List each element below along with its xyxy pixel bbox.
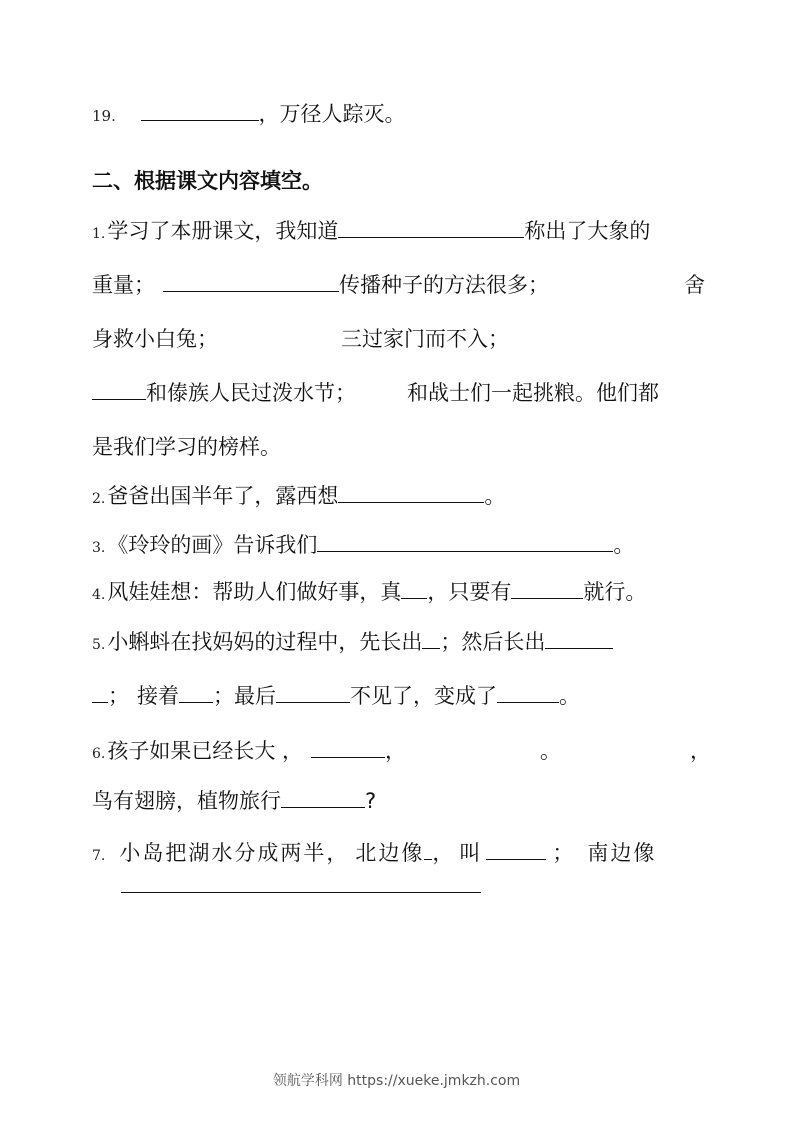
answer-blank[interactable] xyxy=(276,682,350,703)
question-19 xyxy=(92,100,406,130)
question-6-line-2 xyxy=(92,787,376,815)
answer-blank[interactable] xyxy=(163,271,339,292)
footer-watermark: 领航学科网 https://xueke.jmkzh.com xyxy=(272,1073,521,1089)
question-text: ，万径人踪灭。 xyxy=(258,102,406,126)
answer-blank[interactable] xyxy=(281,787,365,808)
question-number: 1. xyxy=(92,226,106,242)
question-4 xyxy=(92,578,646,609)
question-text: 三过家门而不入； xyxy=(341,327,509,351)
answer-blank[interactable] xyxy=(338,482,484,503)
answer-blank[interactable] xyxy=(311,737,385,758)
question-text: 风娃娃想：帮助人们做好事，真 xyxy=(107,580,402,604)
answer-blank[interactable] xyxy=(141,100,259,121)
answer-blank[interactable] xyxy=(92,379,146,400)
question-number: 3. xyxy=(92,540,106,556)
question-1-line-2 xyxy=(92,271,549,299)
question-number: 4. xyxy=(92,587,106,603)
question-text: ， xyxy=(690,739,711,763)
question-1-line-4 xyxy=(92,379,356,407)
question-text: 。 xyxy=(484,484,506,508)
question-text: 南边像 xyxy=(587,841,657,865)
question-text: 《玲玲的画》告诉我们 xyxy=(107,533,318,557)
question-text: 身救小白兔； xyxy=(92,327,218,351)
question-text: 。 xyxy=(559,684,580,708)
question-text: 舍 xyxy=(684,273,705,297)
question-text: 北边像 xyxy=(355,841,425,865)
question-text: ? xyxy=(365,789,377,813)
question-text: 叫 xyxy=(459,841,483,865)
question-text: 传播种子的方法很多； xyxy=(339,273,549,297)
question-text: ；最后 xyxy=(213,684,276,708)
question-text: 。 xyxy=(540,739,561,763)
question-text: 称出了大象的 xyxy=(524,219,651,243)
answer-blank[interactable] xyxy=(545,628,613,649)
answer-blank[interactable] xyxy=(121,876,481,893)
question-text: 鸟有翅膀，植物旅行 xyxy=(92,789,281,813)
question-1-line-3 xyxy=(92,325,218,353)
question-5-line-1 xyxy=(92,628,613,659)
question-number: 5. xyxy=(92,637,106,653)
answer-blank[interactable] xyxy=(179,682,213,703)
answer-blank[interactable] xyxy=(486,839,546,860)
question-2 xyxy=(92,482,505,513)
answer-blank[interactable] xyxy=(338,217,524,238)
question-text: 不见了，变成了 xyxy=(350,684,497,708)
question-text: ； xyxy=(108,684,129,708)
question-text: 小岛把湖水分成两半， xyxy=(119,841,350,865)
question-text: 和傣族人民过泼水节； xyxy=(146,381,356,405)
question-number: 7. xyxy=(92,848,106,864)
answer-blank[interactable] xyxy=(497,682,559,703)
answer-blank[interactable] xyxy=(422,628,440,649)
question-7 xyxy=(92,839,656,870)
question-text: 学习了本册课文，我知道 xyxy=(107,219,339,243)
question-5-line-2 xyxy=(92,682,580,710)
answer-blank[interactable] xyxy=(401,578,427,599)
question-number: 2. xyxy=(92,491,106,507)
question-text: ，只要有 xyxy=(427,580,512,604)
answer-blank[interactable] xyxy=(317,531,613,552)
question-text: 小蝌蚪在找妈妈的过程中，先长出 xyxy=(107,630,423,654)
question-text: 孩子如果已经长大 ， xyxy=(107,739,304,763)
question-3 xyxy=(92,531,634,562)
answer-blank[interactable] xyxy=(92,682,108,703)
section-heading: 二、根据课文内容填空。 xyxy=(92,169,323,193)
answer-blank[interactable] xyxy=(511,578,583,599)
question-6-line-1 xyxy=(92,737,406,768)
question-text: ； xyxy=(552,841,576,865)
question-1-line-1 xyxy=(92,217,650,248)
question-number: 19. xyxy=(92,107,116,125)
question-text: 爸爸出国半年了，露西想 xyxy=(107,484,339,508)
question-1-line-5 xyxy=(92,433,281,461)
question-text: ， xyxy=(385,739,407,763)
question-text: 和战士们一起挑粮。他们都 xyxy=(407,381,659,405)
question-text: 就行。 xyxy=(583,580,647,604)
question-text: ；然后长出 xyxy=(440,630,546,654)
question-text: ， xyxy=(432,841,456,865)
question-text: 重量； xyxy=(92,273,155,297)
question-number: 6. xyxy=(92,746,106,762)
question-text: 是我们学习的榜样。 xyxy=(92,435,281,459)
question-text: 接着 xyxy=(137,684,179,708)
question-text: 。 xyxy=(613,533,635,557)
